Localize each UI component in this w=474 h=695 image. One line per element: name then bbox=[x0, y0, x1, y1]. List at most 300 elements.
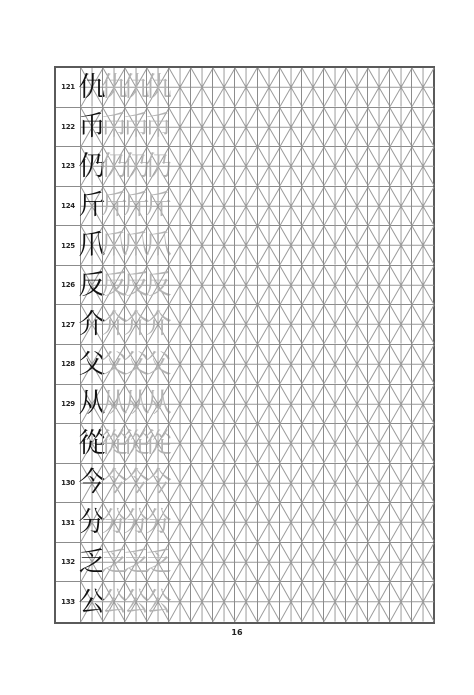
blank-practice-cell bbox=[279, 345, 302, 384]
trace-character: 公 bbox=[122, 586, 150, 618]
cross-guide-lines bbox=[346, 147, 368, 186]
model-character: 币 bbox=[78, 111, 106, 143]
blank-practice-cell bbox=[168, 424, 191, 463]
blank-practice-cell bbox=[168, 305, 191, 344]
cross-guide-lines bbox=[390, 147, 412, 186]
trace-cell bbox=[122, 464, 150, 503]
cross-guide-lines bbox=[213, 266, 235, 305]
model-character: 父 bbox=[78, 348, 106, 380]
cross-guide-lines bbox=[368, 464, 390, 503]
cross-guide-lines bbox=[324, 582, 346, 622]
cross-guide-lines bbox=[412, 582, 434, 622]
trace-cell bbox=[100, 464, 128, 503]
blank-practice-cell bbox=[279, 266, 302, 305]
blank-practice-cell bbox=[257, 226, 280, 265]
cross-guide-lines bbox=[324, 108, 346, 147]
cross-guide-lines bbox=[368, 187, 390, 226]
cross-guide-lines bbox=[346, 543, 368, 582]
blank-practice-cell bbox=[234, 305, 257, 344]
cross-guide-lines bbox=[302, 266, 324, 305]
blank-practice-cell bbox=[411, 68, 434, 107]
blank-practice-cell bbox=[411, 187, 434, 226]
cross-guide-lines bbox=[191, 187, 213, 226]
trace-character: 分 bbox=[144, 507, 172, 539]
cross-guide-lines bbox=[412, 147, 434, 186]
blank-practice-cell bbox=[389, 68, 412, 107]
trace-cell bbox=[122, 345, 150, 384]
blank-practice-cell bbox=[367, 226, 390, 265]
cross-guide-lines bbox=[235, 543, 257, 582]
cross-guide-lines bbox=[213, 226, 235, 265]
cross-guide-lines bbox=[390, 266, 412, 305]
blank-practice-cell bbox=[212, 226, 235, 265]
cross-guide-lines bbox=[390, 305, 412, 344]
blank-practice-cell bbox=[389, 582, 412, 622]
cross-guide-lines bbox=[258, 68, 280, 107]
blank-practice-cell bbox=[190, 543, 213, 582]
blank-practice-cell bbox=[212, 305, 235, 344]
cross-guide-lines bbox=[258, 464, 280, 503]
cross-guide-lines bbox=[258, 385, 280, 424]
cross-guide-lines bbox=[213, 543, 235, 582]
blank-practice-cell bbox=[190, 266, 213, 305]
row-number: 129 bbox=[61, 399, 75, 408]
cross-guide-lines bbox=[324, 266, 346, 305]
trace-cell bbox=[122, 305, 150, 344]
blank-practice-cell bbox=[257, 424, 280, 463]
cross-guide-lines bbox=[412, 464, 434, 503]
model-character: 介 bbox=[78, 309, 106, 341]
cross-guide-lines bbox=[191, 266, 213, 305]
blank-practice-cell bbox=[389, 345, 412, 384]
cross-guide-lines bbox=[169, 68, 191, 107]
cross-guide-lines bbox=[390, 385, 412, 424]
blank-practice-cell bbox=[212, 187, 235, 226]
blank-practice-cell bbox=[279, 226, 302, 265]
blank-practice-cell bbox=[190, 187, 213, 226]
cross-guide-lines bbox=[302, 108, 324, 147]
cross-guide-lines bbox=[390, 543, 412, 582]
trace-character: 斤 bbox=[122, 190, 150, 222]
blank-practice-cell bbox=[168, 226, 191, 265]
blank-practice-cell bbox=[257, 266, 280, 305]
practice-grid bbox=[54, 66, 435, 624]
model-character: 今 bbox=[78, 467, 106, 499]
model-cell bbox=[78, 147, 106, 186]
cross-guide-lines bbox=[412, 266, 434, 305]
trace-cell bbox=[144, 108, 172, 147]
blank-practice-cell bbox=[234, 226, 257, 265]
blank-practice-cell bbox=[301, 345, 324, 384]
blank-practice-cell bbox=[411, 503, 434, 542]
trace-character: 从 bbox=[100, 388, 128, 420]
model-cell bbox=[78, 543, 106, 582]
blank-practice-cell bbox=[323, 226, 346, 265]
cross-guide-lines bbox=[258, 305, 280, 344]
blank-practice-cell bbox=[168, 582, 191, 622]
trace-character: 仍 bbox=[100, 150, 128, 182]
blank-practice-cell bbox=[257, 147, 280, 186]
cross-guide-lines bbox=[324, 424, 346, 463]
trace-character: 乏 bbox=[122, 546, 150, 578]
row-number: 127 bbox=[61, 320, 75, 329]
trace-character: 仇 bbox=[144, 71, 172, 103]
blank-practice-cell bbox=[257, 385, 280, 424]
row-number: 131 bbox=[61, 518, 75, 527]
blank-practice-cell bbox=[411, 305, 434, 344]
model-cell bbox=[78, 266, 106, 305]
blank-practice-cell bbox=[279, 385, 302, 424]
cross-guide-lines bbox=[346, 503, 368, 542]
trace-cell bbox=[144, 582, 172, 622]
cross-guide-lines bbox=[412, 424, 434, 463]
cross-guide-lines bbox=[258, 582, 280, 622]
cross-guide-lines bbox=[302, 385, 324, 424]
cross-guide-lines bbox=[235, 305, 257, 344]
trace-cell bbox=[122, 543, 150, 582]
trace-character: 币 bbox=[122, 111, 150, 143]
cross-guide-lines bbox=[280, 345, 302, 384]
blank-practice-cell bbox=[168, 108, 191, 147]
blank-practice-cell bbox=[257, 187, 280, 226]
row-number: 130 bbox=[61, 478, 75, 487]
cross-guide-lines bbox=[302, 424, 324, 463]
blank-practice-cell bbox=[323, 543, 346, 582]
cross-guide-lines bbox=[235, 424, 257, 463]
trace-cell bbox=[144, 424, 172, 463]
row-number bbox=[56, 424, 80, 463]
model-cell bbox=[78, 385, 106, 424]
row-number: 125 bbox=[61, 241, 75, 250]
practice-row bbox=[56, 503, 433, 543]
cross-guide-lines bbox=[412, 68, 434, 107]
cross-guide-lines bbox=[235, 187, 257, 226]
cross-guide-lines bbox=[368, 543, 390, 582]
cross-guide-lines bbox=[302, 582, 324, 622]
cross-guide-lines bbox=[235, 108, 257, 147]
trace-character: 爪 bbox=[122, 230, 150, 262]
model-cell bbox=[78, 424, 106, 463]
cross-guide-lines bbox=[346, 424, 368, 463]
trace-character: 乏 bbox=[100, 546, 128, 578]
cross-guide-lines bbox=[280, 464, 302, 503]
blank-practice-cell bbox=[367, 305, 390, 344]
blank-practice-cell bbox=[234, 582, 257, 622]
trace-character: 從 bbox=[100, 427, 128, 459]
cross-guide-lines bbox=[412, 187, 434, 226]
cross-guide-lines bbox=[368, 305, 390, 344]
blank-practice-cell bbox=[389, 464, 412, 503]
cross-guide-lines bbox=[302, 68, 324, 107]
model-character: 反 bbox=[78, 269, 106, 301]
cross-guide-lines bbox=[191, 582, 213, 622]
blank-practice-cell bbox=[257, 464, 280, 503]
trace-character: 币 bbox=[100, 111, 128, 143]
blank-practice-cell bbox=[168, 543, 191, 582]
cross-guide-lines bbox=[346, 68, 368, 107]
trace-cell bbox=[144, 503, 172, 542]
trace-character: 仍 bbox=[144, 150, 172, 182]
cross-guide-lines bbox=[390, 226, 412, 265]
cross-guide-lines bbox=[390, 582, 412, 622]
practice-row bbox=[56, 147, 433, 187]
practice-row bbox=[56, 187, 433, 227]
cross-guide-lines bbox=[390, 424, 412, 463]
cross-guide-lines bbox=[412, 385, 434, 424]
trace-cell bbox=[100, 226, 128, 265]
model-character: 仍 bbox=[78, 150, 106, 182]
practice-row bbox=[56, 68, 433, 108]
trace-character: 父 bbox=[144, 348, 172, 380]
blank-practice-cell bbox=[212, 385, 235, 424]
blank-practice-cell bbox=[411, 147, 434, 186]
model-character: 从 bbox=[78, 388, 106, 420]
cross-guide-lines bbox=[191, 147, 213, 186]
trace-character: 父 bbox=[122, 348, 150, 380]
model-cell bbox=[78, 108, 106, 147]
blank-practice-cell bbox=[234, 108, 257, 147]
blank-practice-cell bbox=[323, 108, 346, 147]
model-character: 公 bbox=[78, 586, 106, 618]
blank-practice-cell bbox=[234, 68, 257, 107]
blank-practice-cell bbox=[411, 385, 434, 424]
trace-character: 介 bbox=[122, 309, 150, 341]
blank-practice-cell bbox=[323, 266, 346, 305]
cross-guide-lines bbox=[169, 187, 191, 226]
cross-guide-lines bbox=[368, 68, 390, 107]
blank-practice-cell bbox=[190, 226, 213, 265]
cross-guide-lines bbox=[346, 385, 368, 424]
cross-guide-lines bbox=[346, 582, 368, 622]
model-character: 乏 bbox=[78, 546, 106, 578]
trace-character: 介 bbox=[144, 309, 172, 341]
cross-guide-lines bbox=[346, 464, 368, 503]
trace-character: 從 bbox=[144, 427, 172, 459]
cross-guide-lines bbox=[390, 464, 412, 503]
blank-practice-cell bbox=[367, 582, 390, 622]
row-number: 132 bbox=[61, 558, 75, 567]
blank-practice-cell bbox=[389, 503, 412, 542]
blank-practice-cell bbox=[190, 582, 213, 622]
cross-guide-lines bbox=[213, 503, 235, 542]
trace-cell bbox=[144, 345, 172, 384]
cross-guide-lines bbox=[412, 226, 434, 265]
blank-practice-cell bbox=[323, 187, 346, 226]
model-cell bbox=[78, 68, 106, 107]
blank-practice-cell bbox=[301, 385, 324, 424]
blank-practice-cell bbox=[367, 108, 390, 147]
model-cell bbox=[78, 226, 106, 265]
cross-guide-lines bbox=[324, 305, 346, 344]
trace-cell bbox=[144, 464, 172, 503]
cross-guide-lines bbox=[390, 68, 412, 107]
cross-guide-lines bbox=[302, 305, 324, 344]
cross-guide-lines bbox=[346, 345, 368, 384]
blank-practice-cell bbox=[367, 543, 390, 582]
blank-practice-cell bbox=[190, 424, 213, 463]
cross-guide-lines bbox=[235, 464, 257, 503]
trace-cell bbox=[100, 385, 128, 424]
practice-row bbox=[56, 424, 433, 464]
cross-guide-lines bbox=[280, 108, 302, 147]
blank-practice-cell bbox=[367, 464, 390, 503]
cross-guide-lines bbox=[368, 226, 390, 265]
cross-guide-lines bbox=[169, 464, 191, 503]
cross-guide-lines bbox=[412, 345, 434, 384]
blank-practice-cell bbox=[234, 503, 257, 542]
trace-character: 仇 bbox=[100, 71, 128, 103]
blank-practice-cell bbox=[367, 147, 390, 186]
trace-cell bbox=[122, 68, 150, 107]
cross-guide-lines bbox=[258, 266, 280, 305]
trace-character: 仍 bbox=[122, 150, 150, 182]
blank-practice-cell bbox=[323, 582, 346, 622]
blank-practice-cell bbox=[301, 147, 324, 186]
trace-cell bbox=[100, 187, 128, 226]
blank-practice-cell bbox=[279, 147, 302, 186]
cross-guide-lines bbox=[191, 503, 213, 542]
cross-guide-lines bbox=[169, 108, 191, 147]
cross-guide-lines bbox=[169, 424, 191, 463]
blank-practice-cell bbox=[190, 68, 213, 107]
cross-guide-lines bbox=[412, 305, 434, 344]
blank-practice-cell bbox=[345, 226, 368, 265]
practice-row bbox=[56, 385, 433, 425]
cross-guide-lines bbox=[324, 187, 346, 226]
trace-cell bbox=[122, 147, 150, 186]
blank-practice-cell bbox=[301, 582, 324, 622]
cross-guide-lines bbox=[258, 108, 280, 147]
cross-guide-lines bbox=[169, 305, 191, 344]
cross-guide-lines bbox=[390, 108, 412, 147]
trace-cell bbox=[122, 187, 150, 226]
cross-guide-lines bbox=[213, 68, 235, 107]
blank-practice-cell bbox=[389, 266, 412, 305]
cross-guide-lines bbox=[346, 266, 368, 305]
blank-practice-cell bbox=[367, 503, 390, 542]
trace-cell bbox=[122, 582, 150, 622]
blank-practice-cell bbox=[279, 424, 302, 463]
cross-guide-lines bbox=[280, 305, 302, 344]
cross-guide-lines bbox=[368, 424, 390, 463]
cross-guide-lines bbox=[368, 503, 390, 542]
trace-cell bbox=[144, 305, 172, 344]
blank-practice-cell bbox=[279, 464, 302, 503]
blank-practice-cell bbox=[367, 187, 390, 226]
trace-character: 今 bbox=[100, 467, 128, 499]
practice-row bbox=[56, 266, 433, 306]
cross-guide-lines bbox=[302, 464, 324, 503]
blank-practice-cell bbox=[234, 266, 257, 305]
blank-practice-cell bbox=[301, 305, 324, 344]
cross-guide-lines bbox=[258, 424, 280, 463]
cross-guide-lines bbox=[213, 582, 235, 622]
trace-character: 币 bbox=[144, 111, 172, 143]
cross-guide-lines bbox=[191, 464, 213, 503]
cross-guide-lines bbox=[280, 187, 302, 226]
blank-practice-cell bbox=[257, 345, 280, 384]
cross-guide-lines bbox=[169, 543, 191, 582]
cross-guide-lines bbox=[412, 108, 434, 147]
blank-practice-cell bbox=[411, 108, 434, 147]
blank-practice-cell bbox=[411, 345, 434, 384]
blank-practice-cell bbox=[168, 464, 191, 503]
trace-cell bbox=[144, 187, 172, 226]
blank-practice-cell bbox=[389, 226, 412, 265]
trace-character: 从 bbox=[144, 388, 172, 420]
trace-cell bbox=[100, 345, 128, 384]
practice-row bbox=[56, 108, 433, 148]
blank-practice-cell bbox=[257, 68, 280, 107]
blank-practice-cell bbox=[367, 68, 390, 107]
model-character: 分 bbox=[78, 507, 106, 539]
blank-practice-cell bbox=[168, 345, 191, 384]
cross-guide-lines bbox=[169, 503, 191, 542]
row-number: 123 bbox=[61, 162, 75, 171]
blank-practice-cell bbox=[168, 68, 191, 107]
cross-guide-lines bbox=[368, 147, 390, 186]
blank-practice-cell bbox=[301, 226, 324, 265]
blank-practice-cell bbox=[345, 543, 368, 582]
cross-guide-lines bbox=[258, 147, 280, 186]
cross-guide-lines bbox=[324, 147, 346, 186]
trace-cell bbox=[122, 424, 150, 463]
blank-practice-cell bbox=[234, 385, 257, 424]
cross-guide-lines bbox=[191, 385, 213, 424]
cross-guide-lines bbox=[412, 503, 434, 542]
cross-guide-lines bbox=[280, 424, 302, 463]
cross-guide-lines bbox=[235, 266, 257, 305]
page-number: 16 bbox=[231, 628, 243, 637]
cross-guide-lines bbox=[280, 503, 302, 542]
cross-guide-lines bbox=[324, 385, 346, 424]
blank-practice-cell bbox=[190, 503, 213, 542]
trace-character: 公 bbox=[144, 586, 172, 618]
blank-practice-cell bbox=[212, 108, 235, 147]
cross-guide-lines bbox=[213, 108, 235, 147]
trace-cell bbox=[122, 266, 150, 305]
cross-guide-lines bbox=[390, 345, 412, 384]
blank-practice-cell bbox=[301, 68, 324, 107]
row-number: 126 bbox=[61, 281, 75, 290]
model-character: 爪 bbox=[78, 230, 106, 262]
trace-cell bbox=[122, 503, 150, 542]
trace-cell bbox=[144, 266, 172, 305]
blank-practice-cell bbox=[323, 464, 346, 503]
cross-guide-lines bbox=[390, 187, 412, 226]
cross-guide-lines bbox=[302, 226, 324, 265]
practice-row bbox=[56, 543, 433, 583]
blank-practice-cell bbox=[212, 582, 235, 622]
row-number: 122 bbox=[61, 122, 75, 131]
blank-practice-cell bbox=[257, 543, 280, 582]
practice-row bbox=[56, 305, 433, 345]
trace-cell bbox=[144, 543, 172, 582]
cross-guide-lines bbox=[169, 345, 191, 384]
blank-practice-cell bbox=[345, 503, 368, 542]
cross-guide-lines bbox=[346, 305, 368, 344]
cross-guide-lines bbox=[235, 503, 257, 542]
cross-guide-lines bbox=[169, 385, 191, 424]
cross-guide-lines bbox=[235, 226, 257, 265]
cross-guide-lines bbox=[346, 108, 368, 147]
blank-practice-cell bbox=[190, 345, 213, 384]
blank-practice-cell bbox=[411, 543, 434, 582]
cross-guide-lines bbox=[213, 424, 235, 463]
trace-cell bbox=[144, 147, 172, 186]
blank-practice-cell bbox=[345, 385, 368, 424]
trace-character: 斤 bbox=[100, 190, 128, 222]
